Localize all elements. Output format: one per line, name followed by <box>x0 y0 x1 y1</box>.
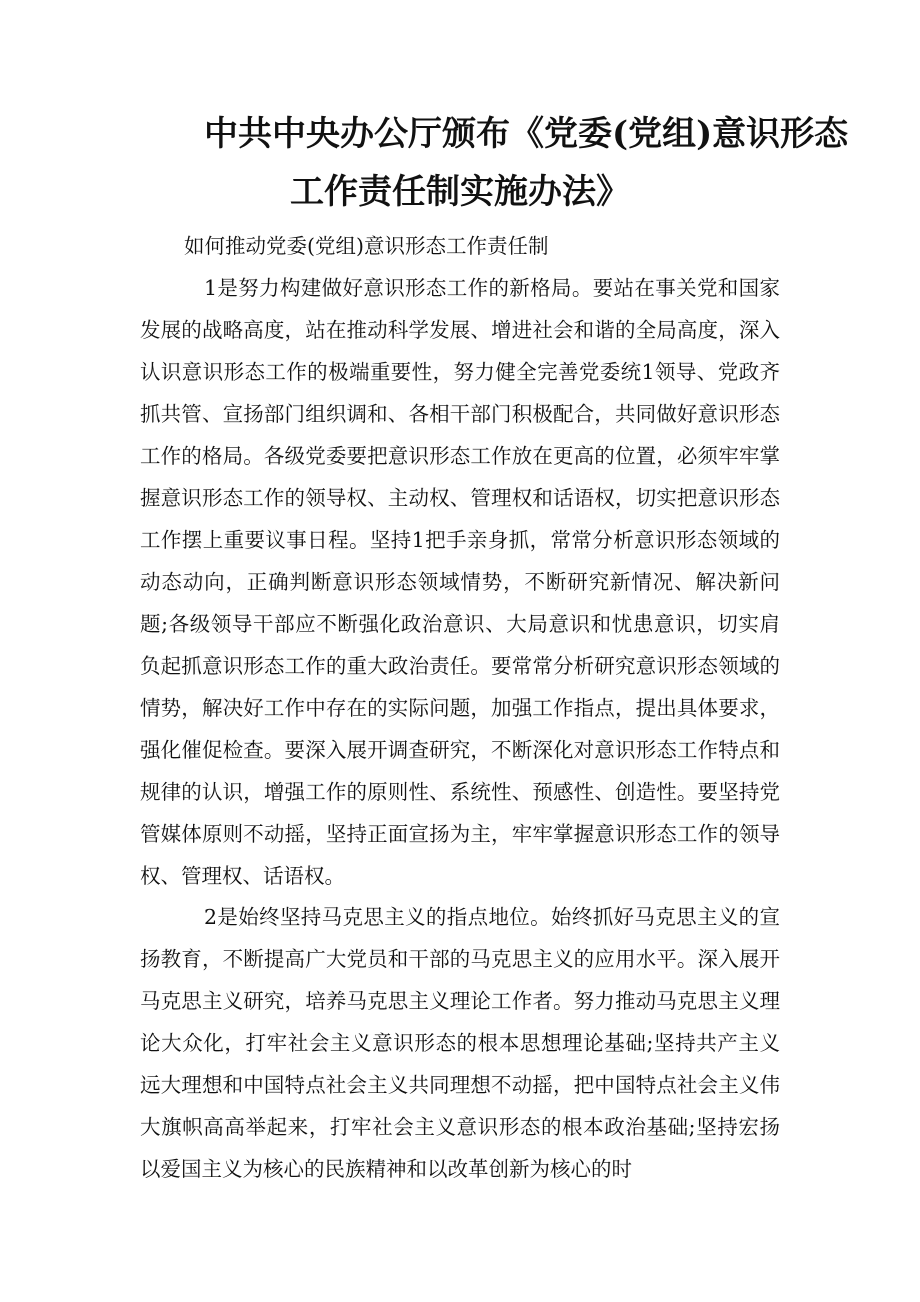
document-title-line-2: 工作责任制实施办法》 <box>290 172 630 212</box>
document-title-line-1: 中共中央办公厅颁布《党委(党组)意识形态 <box>204 114 849 154</box>
paragraph-2: 2是始终坚持马克思主义的指点地位。始终抓好马克思主义的宣扬教育，不断提高广大党员和干部的马克思主义的应用水平。深入展开马克思主义研究，培养马克思主义理论工作者。努力推动马克思主义理论大众化，打牢社会主义意识形态的根本思想理论基础;坚持共产主义远大理想和中国特点社会主义共同理想不动摇，把中国特点社会主义伟大旗帜高高举起来，打牢社会主义意识形态的根本政治基础;坚持宏扬以爱国主义为核心的民族精神和以改革创新为核心的时 <box>140 905 780 1181</box>
section-subtitle: 如何推动党委(党组)意识形态工作责任制 <box>184 234 549 258</box>
paragraph-1: 1是努力构建做好意识形态工作的新格局。要站在事关党和国家发展的战略高度，站在推动科学发展、增进社会和谐的全局高度，深入认识意识形态工作的极端重要性，努力健全完善党委统1领导、党政齐抓共管、宣扬部门组织调和、各相干部门积极配合，共同做好意识形态工作的格局。各级党委要把意识形态工作放在更高的位置，必须牢牢掌握意识形态工作的领导权、主动权、管理权和话语权，切实把意识形态工作摆上重要议事日程。坚持1把手亲身抓，常常分析意识形态领域的动态动向，正确判断意识形态领域情势，不断研究新情况、解决新问题;各级领导干部应不断强化政治意识、大局意识和忧患意识，切实肩负起抓意识形态工作的重大政治责任。要常常分析研究意识形态领域的情势，解决好工作中存在的实际问题，加强工作指点，提出具体要求，强化催促检查。要深入展开调查研究，不断深化对意识形态工作特点和规律的认识，增强工作的原则性、系统性、预感性、创造性。要坚持党管媒体原则不动摇，坚持正面宣扬为主，牢牢掌握意识形态工作的领导权、管理权、话语权。 <box>140 276 780 888</box>
